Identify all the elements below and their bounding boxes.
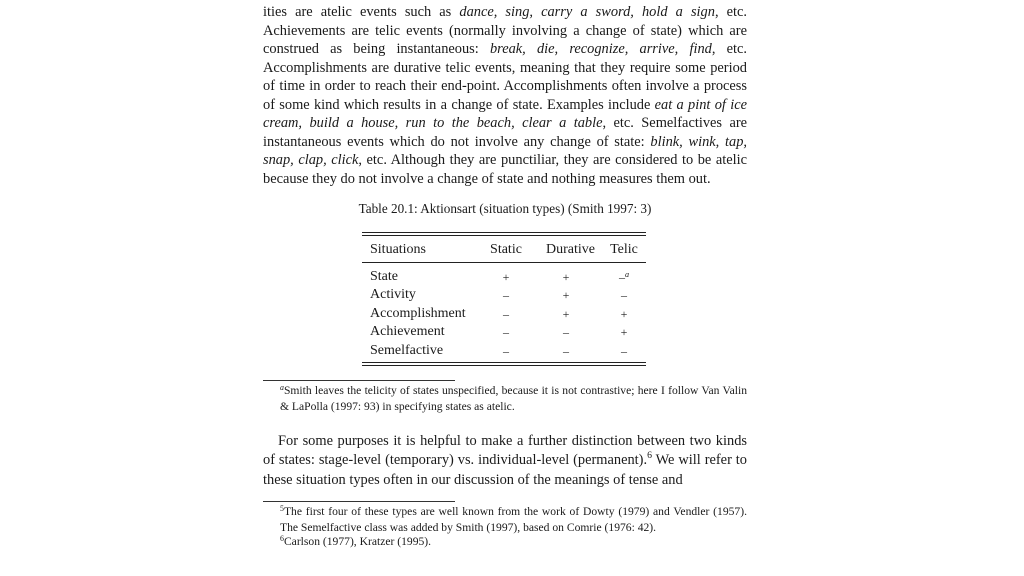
table-header-durative: Durative — [546, 242, 595, 257]
table-header-situations: Situations — [370, 242, 427, 257]
table-row-label: Semelfactive — [370, 342, 444, 358]
table-cell: – — [503, 288, 509, 303]
para1-run: , etc. Although they are punctiliar, they are considered to be atelic because they do not involve a change of state and nothing measures them out. — [263, 152, 748, 187]
table-cell: – — [503, 343, 509, 358]
para2-text-after: We will refer to these situation types often in our discussion of the meanings of tense and — [263, 451, 747, 488]
table-row-label: Achievement — [370, 324, 445, 340]
para2-text-before: For some purposes it is helpful to make a further distinction between two kinds of states: stage-level (temporary) vs. individual-level (permanent). — [263, 433, 747, 468]
table-footnote-text: Smith leaves the telicity of states unspecified, because it is not contrastive; here I follow Van Valin & LaPolla (1997: 93) in specifying states as atelic. — [280, 384, 747, 413]
table-header-static: Static — [490, 242, 522, 257]
footnote-6-mark: 6 — [280, 533, 284, 543]
table-footnote-mark: a — [280, 382, 284, 392]
footnote-5-mark: 5 — [280, 503, 284, 513]
table-cell: + — [502, 270, 510, 284]
table-cell: + — [620, 306, 628, 321]
table-cell: – — [503, 325, 509, 340]
table-row-label: Activity — [370, 287, 416, 303]
footnote-6-text: Carlson (1977), Kratzer (1995). — [283, 535, 432, 548]
table-footnote — [263, 383, 747, 414]
table-cell: – — [563, 325, 569, 340]
footnote-5 — [263, 504, 747, 535]
para1-run: , etc. Achievements are telic events (normally involving a change of state) which are construed as being instantaneous: — [263, 4, 747, 57]
para1-run: break, die, recognize, arrive, find — [489, 41, 712, 57]
table-cell: – — [503, 306, 509, 321]
table-cell: –$^a$ — [618, 269, 630, 284]
footnote-ref-6: 6 — [647, 450, 652, 462]
para1-run: , etc. Semelfactives are instantaneous events which do not involve any change of state: — [263, 115, 748, 150]
footnote-rule-table — [263, 380, 455, 381]
table-cell: + — [562, 288, 570, 303]
para1-run: dance, sing, carry a sword, hold a sign — [459, 4, 715, 20]
table-row-label: Accomplishment — [370, 305, 466, 321]
footnote-rule-page — [263, 501, 455, 502]
table-cell: + — [562, 306, 570, 321]
table-cell: + — [620, 325, 628, 340]
body-paragraph-1 — [263, 3, 747, 188]
table-header-rule — [362, 262, 646, 263]
table-cell: + — [562, 270, 570, 284]
table-cell: – — [563, 343, 569, 358]
para1-run: ities are atelic events such as — [263, 4, 460, 20]
state-telic-note-mark: a — [624, 269, 630, 279]
para1-run: , etc. Accomplishments are durative telic events, meaning that they require some period of time in order to reach their end-point. Accomplishments often involve a process of some kind which results in a change of state. Examples include — [263, 41, 747, 113]
footnote-6 — [263, 534, 747, 550]
table-caption: Table 20.1: Aktionsart (situation types) (Smith 1997: 3) — [358, 201, 652, 216]
footnote-5-text: The first four of these types are well known from the work of Dowty (1979) and Vendler (1957). The Semelfactive class was added by Smith (1997), based on Comrie (1976: 42). — [280, 505, 747, 534]
table-header-telic: Telic — [610, 242, 638, 257]
table-cell: – — [621, 343, 627, 358]
table-row-label: State — [370, 269, 398, 284]
table-top-rule — [362, 232, 646, 236]
table-bottom-rule — [362, 362, 646, 366]
body-paragraph-2 — [263, 432, 747, 490]
para1-run: eat a pint of ice cream, build a house, run to the beach, clear a table — [263, 96, 747, 131]
para1-run: blink, wink, tap, snap, clap, click — [263, 133, 747, 168]
table-cell: – — [621, 288, 627, 303]
